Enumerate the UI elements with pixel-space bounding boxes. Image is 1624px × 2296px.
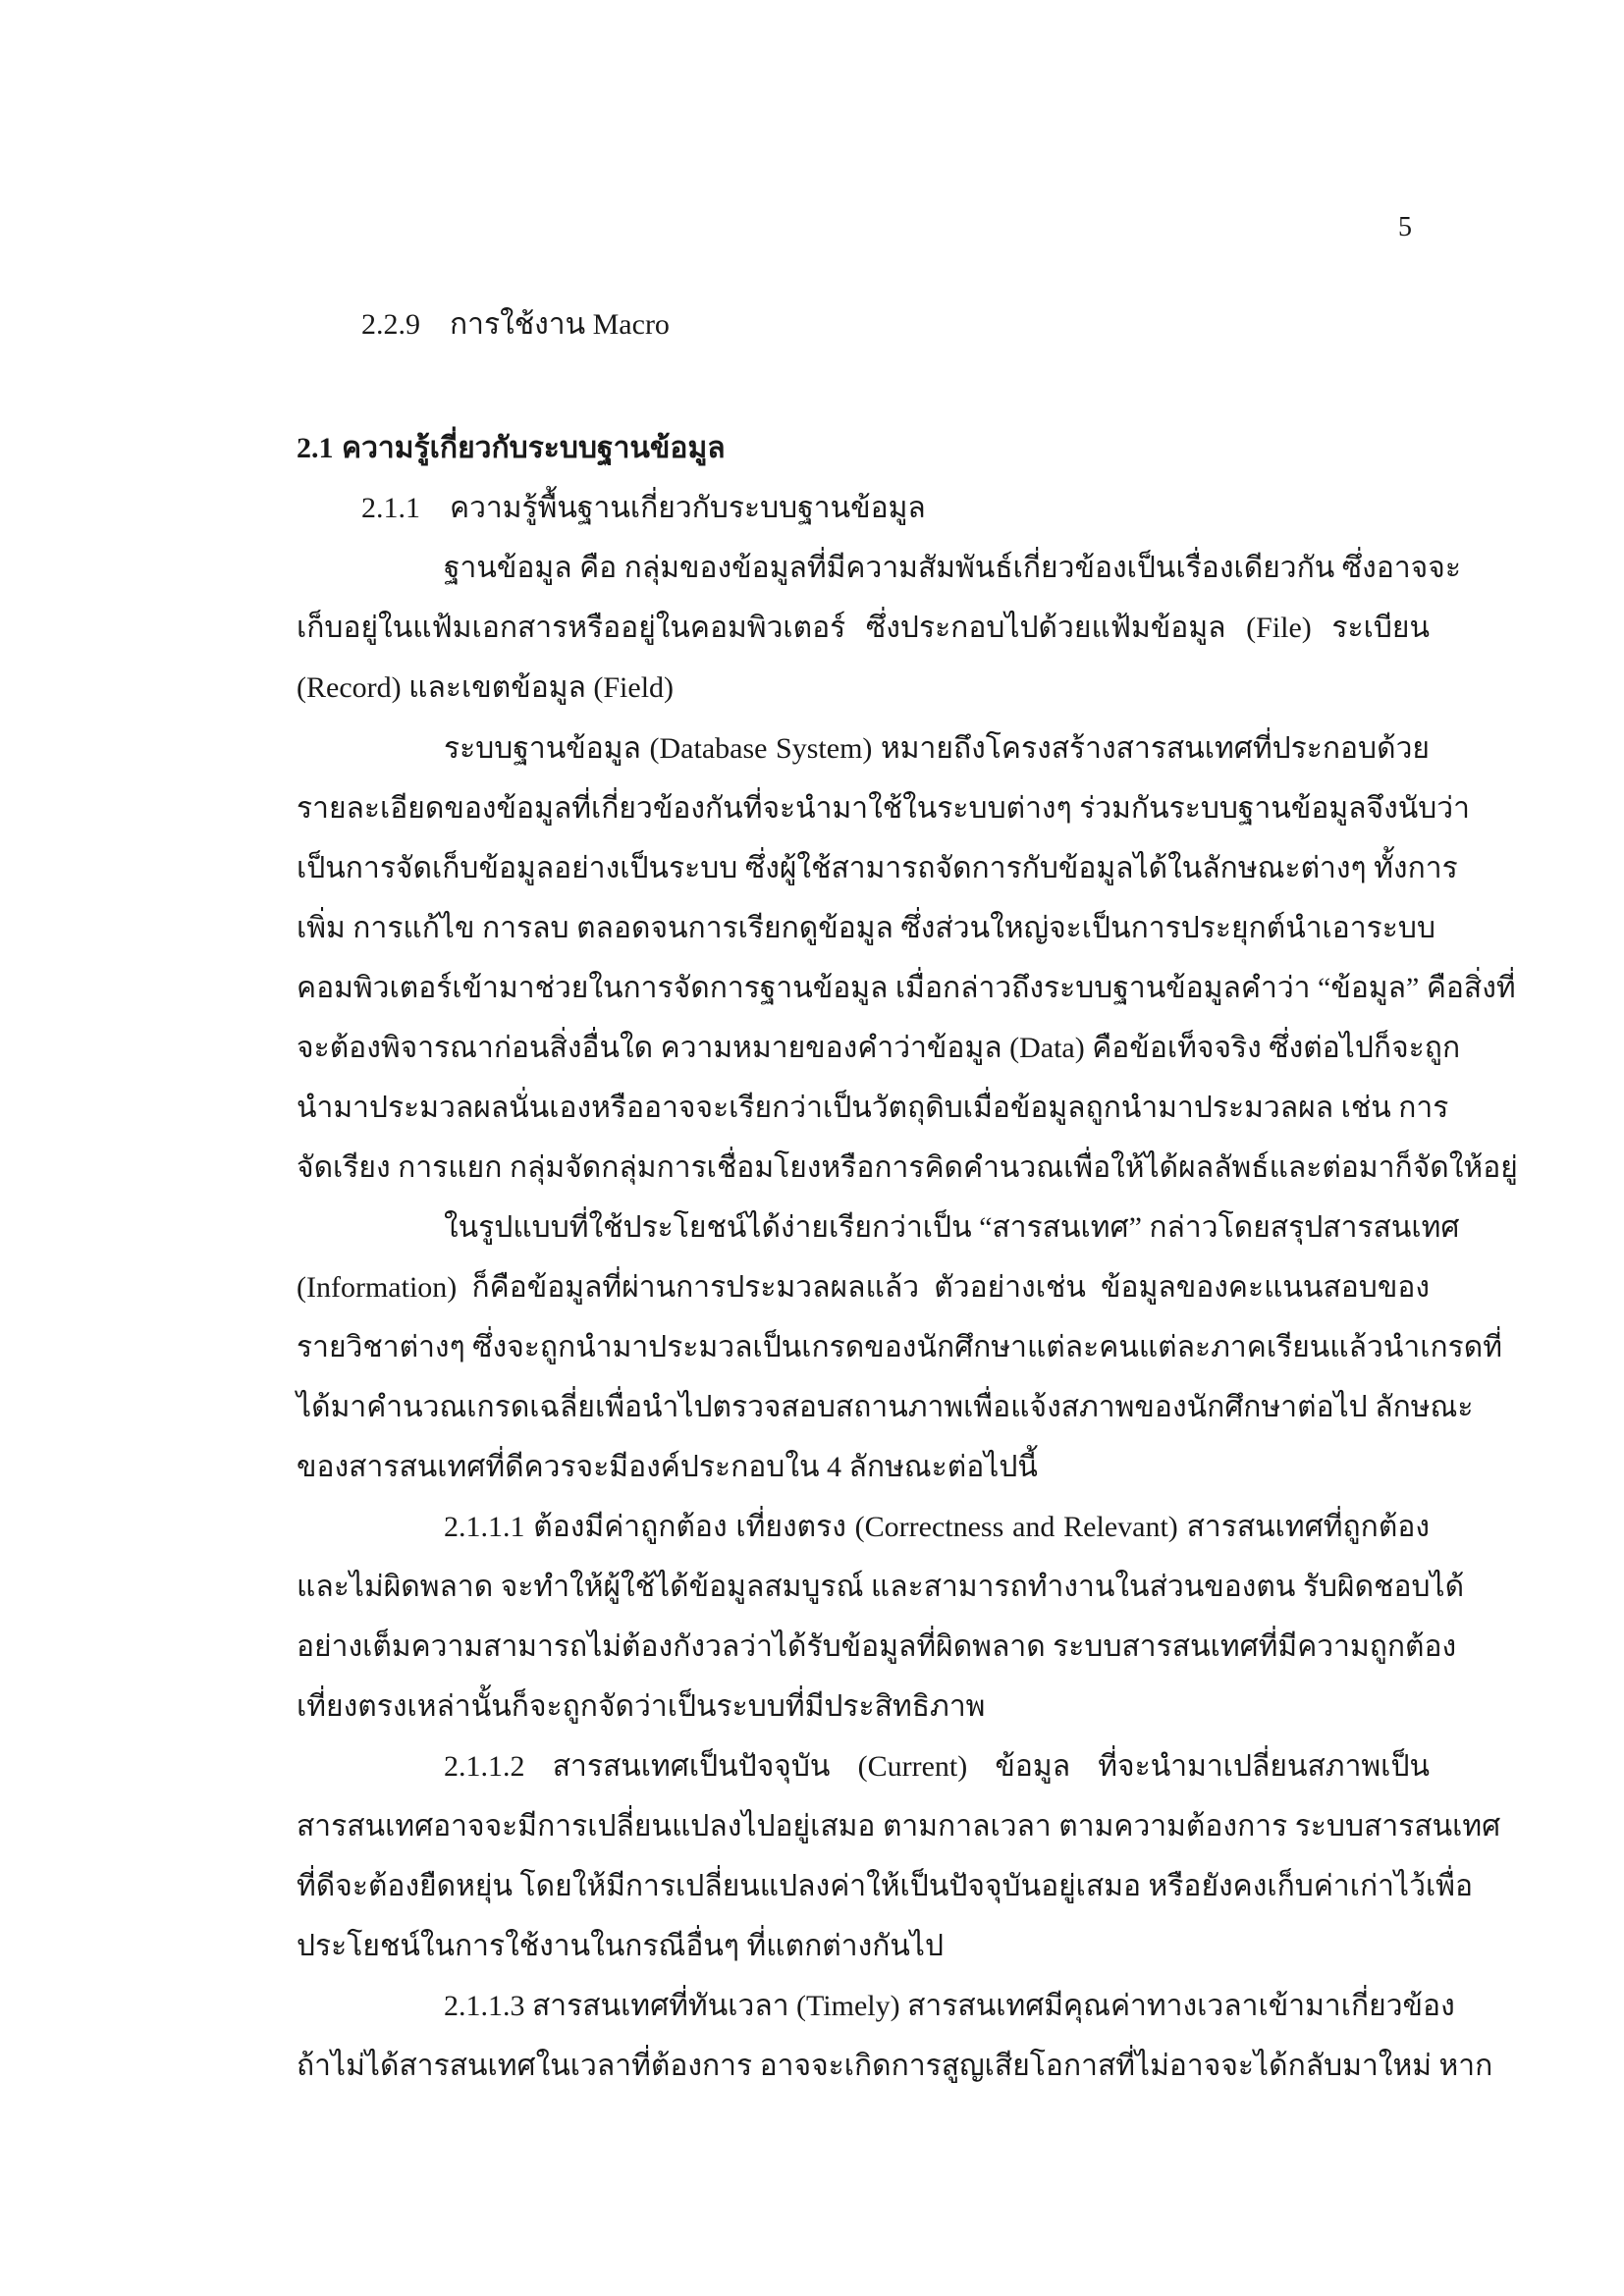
paragraph-2-line-1: ระบบฐานข้อมูล (Database System) หมายถึงโครงสร้างสารสนเทศที่ประกอบด้วย xyxy=(444,732,1430,765)
item-1-line-2: และไม่ผิดพลาด จะทำให้ผู้ใช้ได้ข้อมูลสมบูรณ์ และสามารถทำงานในส่วนของตน รับผิดชอบได้ xyxy=(297,1571,1465,1603)
toc-item-number: 2.2.9 xyxy=(361,308,420,341)
paragraph-2-line-3: เป็นการจัดเก็บข้อมูลอย่างเป็นระบบ ซึ่งผู้ใช้สามารถจัดการกับข้อมูลได้ในลักษณะต่างๆ ทั้งการ xyxy=(297,852,1458,884)
paragraph-1-line-3: (Record) และเขตข้อมูล (Field) xyxy=(297,671,675,704)
subsection-number: 2.1.1 xyxy=(361,492,420,524)
item-2-line-2: สารสนเทศอาจจะมีการเปลี่ยนแปลงไปอยู่เสมอ ตามกาลเวลา ตามความต้องการ ระบบสารสนเทศ xyxy=(297,1810,1501,1842)
subsection-title: ความรู้พื้นฐานเกี่ยวกับระบบฐานข้อมูล xyxy=(450,492,926,524)
toc-item-title: การใช้งาน Macro xyxy=(450,308,670,341)
item-2-line-1: 2.1.1.2 สารสนเทศเป็นปัจจุบัน (Current) ข้อมูล ที่จะนำมาเปลี่ยนสภาพเป็น xyxy=(444,1750,1430,1783)
paragraph-2-line-7: นำมาประมวลผลนั่นเองหรืออาจจะเรียกว่าเป็นวัตถุดิบเมื่อข้อมูลถูกนำมาประมวลผล เช่น การ xyxy=(297,1092,1449,1124)
paragraph-2-line-6: จะต้องพิจารณาก่อนสิ่งอื่นใด ความหมายของคำว่าข้อมูล (Data) คือข้อเท็จจริง ซึ่งต่อไปก็จะถูก xyxy=(297,1032,1461,1064)
item-2-line-3: ที่ดีจะต้องยืดหยุ่น โดยให้มีการเปลี่ยนแปลงค่าให้เป็นปัจจุบันอยู่เสมอ หรือยังคงเก็บค่าเก่าไว้เพื่อ xyxy=(297,1870,1474,1902)
item-1-line-1: 2.1.1.1 ต้องมีค่าถูกต้อง เที่ยงตรง (Correctness and Relevant) สารสนเทศที่ถูกต้อง xyxy=(444,1511,1430,1543)
subsection-heading xyxy=(361,486,926,531)
paragraph-3-line-4: ได้มาคำนวณเกรดเฉลี่ยเพื่อนำไปตรวจสอบสถานภาพเพื่อแจ้งสภาพของนักศึกษาต่อไป ลักษณะ xyxy=(297,1391,1474,1423)
paragraph-3-line-3: รายวิชาต่างๆ ซึ่งจะถูกนำมาประมวลเป็นเกรดของนักศึกษาแต่ละคนแต่ละภาคเรียนแล้วนำเกรดที่ xyxy=(297,1331,1503,1363)
paragraph-2-line-8: จัดเรียง การแยก กลุ่มจัดกลุ่มการเชื่อมโยงหรือการคิดคำนวณเพื่อให้ได้ผลลัพธ์และต่อมาก็จัดให้อยู่ xyxy=(297,1151,1518,1184)
paragraph-3-line-5: ของสารสนเทศที่ดีควรจะมีองค์ประกอบใน 4 ลักษณะต่อไปนี้ xyxy=(297,1451,1038,1483)
section-number: 2.1 xyxy=(297,432,334,464)
section-title: ความรู้เกี่ยวกับระบบฐานข้อมูล xyxy=(342,432,726,464)
paragraph-2-line-5: คอมพิวเตอร์เข้ามาช่วยในการจัดการฐานข้อมูล เมื่อกล่าวถึงระบบฐานข้อมูลคำว่า “ข้อมูล” คือสิ่งที่ xyxy=(297,972,1516,1004)
page-number: 5 xyxy=(1398,212,1412,242)
paragraph-2-line-2: รายละเอียดของข้อมูลที่เกี่ยวข้องกันที่จะนำมาใช้ในระบบต่างๆ ร่วมกันระบบฐานข้อมูลจึงนับว่า xyxy=(297,792,1470,825)
item-3-line-1: 2.1.1.3 สารสนเทศที่ทันเวลา (Timely) สารสนเทศมีคุณค่าทางเวลาเข้ามาเกี่ยวข้อง xyxy=(444,1990,1455,2022)
paragraph-1-line-2: เก็บอยู่ในแฟ้มเอกสารหรืออยู่ในคอมพิวเตอร์ ซึ่งประกอบไปด้วยแฟ้มข้อมูล (File) ระเบียน xyxy=(297,612,1430,644)
paragraph-1-line-1: ฐานข้อมูล คือ กลุ่มของข้อมูลที่มีความสัมพันธ์เกี่ยวข้องเป็นเรื่องเดียวกัน ซึ่งอาจจะ xyxy=(444,552,1461,584)
paragraph-2-line-4: เพิ่ม การแก้ไข การลบ ตลอดจนการเรียกดูข้อมูล ซึ่งส่วนใหญ่จะเป็นการประยุกต์นำเอาระบบ xyxy=(297,912,1435,944)
paragraph-3-line-1: ในรูปแบบที่ใช้ประโยชน์ได้ง่ายเรียกว่าเป็น “สารสนเทศ” กล่าวโดยสรุปสารสนเทศ xyxy=(444,1211,1460,1244)
item-2-line-4: ประโยชน์ในการใช้งานในกรณีอื่นๆ ที่แตกต่างกันไป xyxy=(297,1930,945,1962)
toc-item xyxy=(361,302,670,347)
item-1-line-4: เที่ยงตรงเหล่านั้นก็จะถูกจัดว่าเป็นระบบที่มีประสิทธิภาพ xyxy=(297,1690,986,1723)
section-heading xyxy=(297,426,726,471)
item-1-line-3: อย่างเต็มความสามารถไม่ต้องกังวลว่าได้รับข้อมูลที่ผิดพลาด ระบบสารสนเทศที่มีความถูกต้อง xyxy=(297,1630,1457,1663)
item-3-line-2: ถ้าไม่ได้สารสนเทศในเวลาที่ต้องการ อาจจะเกิดการสูญเสียโอกาสที่ไม่อาจจะได้กลับมาใหม่ หาก xyxy=(297,2050,1493,2082)
paragraph-3-line-2: (Information) ก็คือข้อมูลที่ผ่านการประมวลผลแล้ว ตัวอย่างเช่น ข้อมูลของคะแนนสอบของ xyxy=(297,1271,1430,1304)
